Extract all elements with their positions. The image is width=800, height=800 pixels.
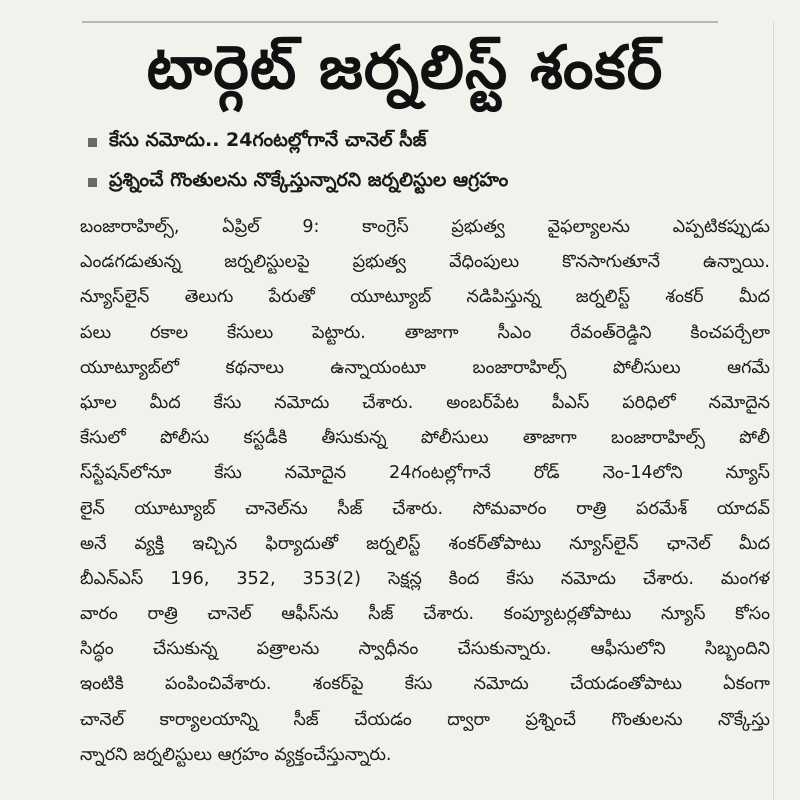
- subheadline-text: ప్రశ్నించే గొంతులను నొక్కేస్తున్నారని జర్నలిస్టుల ఆగ్రహం: [109, 168, 509, 191]
- body-line: స్‌స్టేషన్‌లోనూ కేసు నమోదైన 24గంటల్లోగానే రోడ్ నెం-14లోని న్యూస్: [80, 463, 770, 484]
- column-edge: [773, 22, 774, 800]
- body-line: ఎండగడుతున్న జర్నలిస్టులపై ప్రభుత్వ వేధింపులు కొనసాగుతూనే ఉన్నాయి.: [80, 252, 770, 273]
- headline: టార్గెట్ జర్నలిస్ట్ శంకర్: [146, 33, 664, 103]
- bullet-icon: [88, 178, 97, 187]
- cut-off-text-fragment: [438, 0, 598, 6]
- body-line: పలు రకాల కేసులు పెట్టారు. తాజాగా సీఎం రేవంత్‌రెడ్డిని కించపర్చేలా: [80, 322, 770, 343]
- body-line: సిద్ధం చేసుకున్న పత్రాలను స్వాధీనం చేసుకున్నారు. ఆఫీసులోని సిబ్బందిని: [80, 639, 770, 660]
- top-divider: [82, 21, 718, 23]
- body-line: అనే వ్యక్తి ఇచ్చిన ఫిర్యాదుతో జర్నలిస్ట్ శంకర్‌తోపాటు న్యూస్‌లైన్ ఛానెల్ మీద: [80, 533, 770, 554]
- body-line: న్యూస్‌లైన్ తెలుగు పేరుతో యూట్యూబ్ నడిపిస్తున్న జర్నలిస్ట్ శంకర్ మీద: [80, 287, 770, 308]
- article-body: [80, 210, 770, 773]
- body-line: యూట్యూబ్‌లో కథనాలు ఉన్నాయంటూ బంజారాహిల్స్ పోలీసులు ఆగమే: [80, 357, 770, 378]
- body-line: వారం రాత్రి చానెల్ ఆఫీస్‌ను సీజ్ చేశారు. కంప్యూటర్లతోపాటు న్యూస్ కోసం: [80, 604, 770, 625]
- body-line: ఇంటికి పంపించివేశారు. శంకర్‌పై కేసు నమోదు చేయడంతోపాటు ఏకంగా: [80, 674, 770, 695]
- subheadline-2: [88, 162, 768, 202]
- subheadline-1: [88, 122, 768, 162]
- body-line: లైన్ యూట్యూబ్ చానెల్‌ను సీజ్ చేశారు. సోమవారం రాత్రి పరమేశ్ యాదవ్: [80, 498, 770, 519]
- body-line: చానెల్ కార్యాలయాన్ని సీజ్ చేయడం ద్వారా ప్రశ్నించే గొంతులను నొక్కేస్తు: [80, 709, 770, 730]
- body-line: ఘాల మీద కేసు నమోదు చేశారు. అంబర్‌పేట పీఎస్ పరిధిలో నమోదైన: [80, 392, 770, 413]
- subheadlines: [88, 122, 768, 202]
- body-line: న్నారని జర్నలిస్టులు ఆగ్రహం వ్యక్తంచేస్తున్నారు.: [80, 744, 392, 765]
- body-line: కేసులో పోలీసు కస్టడీకి తీసుకున్న పోలీసులు తాజాగా బంజారాహిల్స్ పోలీ: [80, 428, 770, 449]
- body-line: బంజారాహిల్స్, ఏప్రిల్ 9: కాంగ్రెస్ ప్రభుత్వ వైఫల్యాలను ఎప్పటికప్పుడు: [80, 217, 770, 237]
- subheadline-text: కేసు నమోదు.. 24గంటల్లోగానే చానెల్ సీజ్: [109, 128, 427, 151]
- body-line: బీఎన్ఎస్ 196, 352, 353(2) సెక్షన్ల కింద కేసు నమోదు చేశారు. మంగళ: [80, 568, 770, 589]
- bullet-icon: [88, 138, 97, 147]
